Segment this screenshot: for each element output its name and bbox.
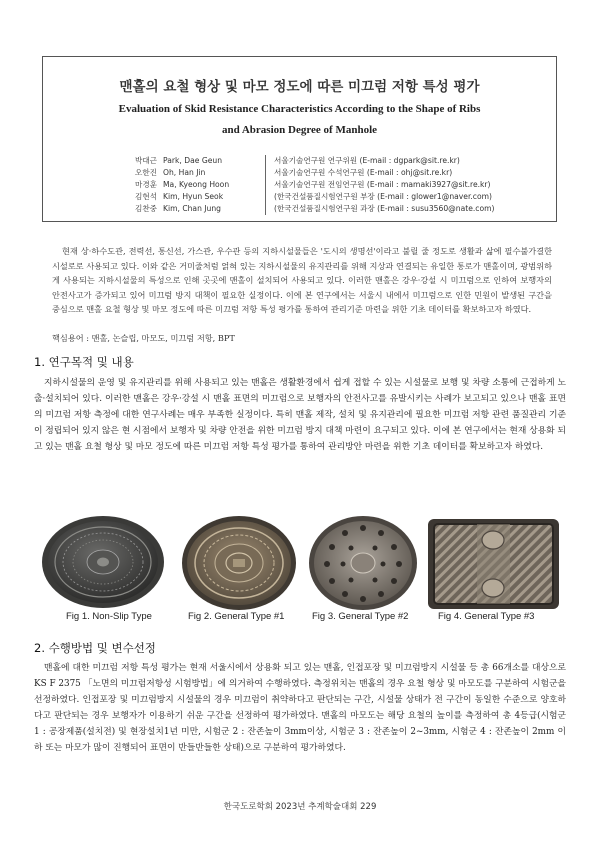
author-korean-name: 김찬중 [135, 204, 158, 213]
figure-2-caption: Fig 2. General Type #1 [188, 611, 285, 622]
english-title-line-1: Evaluation of Skid Resistance Characteristics According to the Shape of Ribs [118, 103, 481, 115]
author-korean-name: 박대근 [135, 156, 158, 165]
author-english-name: Park, Dae Geun [163, 156, 223, 165]
keywords: 핵심용어 : 맨홀, 논슬립, 마모도, 미끄럼 저항, BPT [52, 333, 235, 343]
author-row [135, 191, 494, 203]
section-2-title: 2. 수행방법 및 변수선정 [34, 641, 156, 655]
author-affiliation: (한국건설품질시험연구원 과장 (E-mail : susu3560@nate.com) [265, 203, 494, 215]
author-english-name: Kim, Chan Jung [163, 204, 221, 213]
author-list [135, 155, 494, 215]
figure-2-manhole-photo [180, 514, 298, 612]
author-english-name: Oh, Han Jin [163, 168, 206, 177]
figure-4-caption: Fig 4. General Type #3 [438, 611, 535, 622]
author-row [135, 179, 494, 191]
author-korean-name: 오한진 [135, 168, 158, 177]
author-affiliation: (한국건설품질시험연구원 부장 (E-mail : glower1@naver.com) [265, 191, 492, 203]
author-korean-name: 김현석 [135, 192, 158, 201]
author-affiliation: 서울기술연구원 수석연구원 (E-mail : ohj@sit.re.kr) [265, 167, 452, 179]
section-1-text: 지하시설물의 운영 및 유지관리를 위해 사용되고 있는 맨홀은 생활환경에서 쉽게 접할 수 있는 시설물로 보행 및 차량 소통에 근접하게 노출·설치되어 있다. 이러한 맨홀은 강우·강설 시 맨홀 표면의 미끄럼으로 보행자의 안전사고를 유발시키는 사례가 보고되고 있으나 맨홀 표면의 미끄럼 저항 측정에 대한 연구사례는 매우 부족한 실정이다. 특히 맨홀 제작, 설치 및 유지관리에 필요한 미끄럼 저항 관련 품질관리 기준이 정립되어 있지 않은 현 시점에서 보행자 및 차량 안전을 위한 미끄럼 방지 대책 마련이 요구되고 있다. 이에 본 연구에서는 현재 상용화 되고 있는 맨홀 요철 형상 및 마모 정도에 따른 미끄럼 저항 특성 평가를 통하여 관리방안 마련을 위한 기초 데이터를 확보하고자 하였다. [34, 378, 566, 452]
author-affiliation: 서울기술연구원 연구위원 (E-mail : dgpark@sit.re.kr) [265, 155, 460, 167]
author-row [135, 203, 494, 215]
page-footer: 한국도로학회 2023년 추계학술대회 229 [223, 802, 377, 812]
figure-3-caption: Fig 3. General Type #2 [312, 611, 409, 622]
section-1-title: 1. 연구목적 및 내용 [34, 355, 134, 369]
english-title [43, 99, 556, 141]
korean-title: 맨홀의 요철 형상 및 마모 정도에 따른 미끄럼 저항 특성 평가 [119, 79, 480, 95]
title-box [42, 56, 557, 222]
abstract: 현재 상·하수도관, 전력선, 통신선, 가스관, 우수관 등의 지하시설물들은 '도시의 생명선'이라고 불릴 줄 정도로 생활과 삶에 필수불가결한 시설로로 사용되고 있다. 이와 같은 거미줄처럼 얽혀 있는 지하시설물의 유지관리를 위해 지상과 연결되는 유일한 통로가 맨홀이며, 광범위하게 사용되는 지하시설물의 특성으로 인해 곳곳에 맨홀이 설치되어 사용되고 있다. 이러한 맨홀은 강우·강설 시 미끄럼으로 인하여 보행자의 안전사고가 증가되고 있어 미끄럼 방지 대책이 필요한 실정이다. 이에 본 연구에서는 서울시 내에서 미끄럼으로 인한 민원이 발생된 구간을 중심으로 맨홀 요철 형상 및 마모 정도에 따른 미끄럼 저항 특성 평가를 통하여 관리기준 마련을 위한 기초 데이터를 확보하고자 하였다. [52, 246, 552, 314]
author-row [135, 167, 494, 179]
author-english-name: Ma, Kyeong Hoon [163, 180, 230, 189]
figure-4-manhole-photo [427, 518, 560, 610]
author-korean-name: 마경훈 [135, 180, 158, 189]
author-row [135, 155, 494, 167]
figure-1-manhole-photo [40, 514, 166, 610]
english-title-line-2: and Abrasion Degree of Manhole [221, 124, 378, 136]
figure-1-caption: Fig 1. Non-Slip Type [66, 611, 152, 622]
section-2-text: 맨홀에 대한 미끄럼 저항 특성 평가는 현재 서울시에서 상용화 되고 있는 맨홀, 인접포장 및 미끄럼방지 시설물 등 총 66개소를 대상으로 KS F 2375 「노면의 미끄럼저항성 시험방법」에 의거하여 수행하였다. 측정위치는 맨홀의 경우 요철 형상 및 마모도를 구분하여 시험군을 선정하였다. 인접포장 및 미끄럼방지 시설물의 경우 미끄럼이 취약하다고 판단되는 구간, 시설물 상태가 전 구간이 동일한 수준으로 양호하다고 판단되는 경우 보행자가 이용하기 쉬운 구간을 선정하여 평가하였다. 맨홀의 마모도는 해당 요철의 높이를 측정하여 총 4등급(시험군 1 : 공장제품(설치전) 및 현장설치1년 미만, 시험군 2 : 잔존높이 3mm이상, 시험군 3 : 잔존높이 2~3mm, 시험군 4 : 잔존높이 2mm 이하 또는 마모가 많이 진행되어 표면이 반들반들한 상태)으로 구분하여 평가하였다. [34, 663, 566, 753]
author-english-name: Kim, Hyun Seok [163, 192, 224, 201]
figure-3-manhole-photo [307, 514, 419, 612]
author-affiliation: 서울기술연구원 전임연구원 (E-mail : mamaki3927@sit.re.kr) [265, 179, 491, 191]
